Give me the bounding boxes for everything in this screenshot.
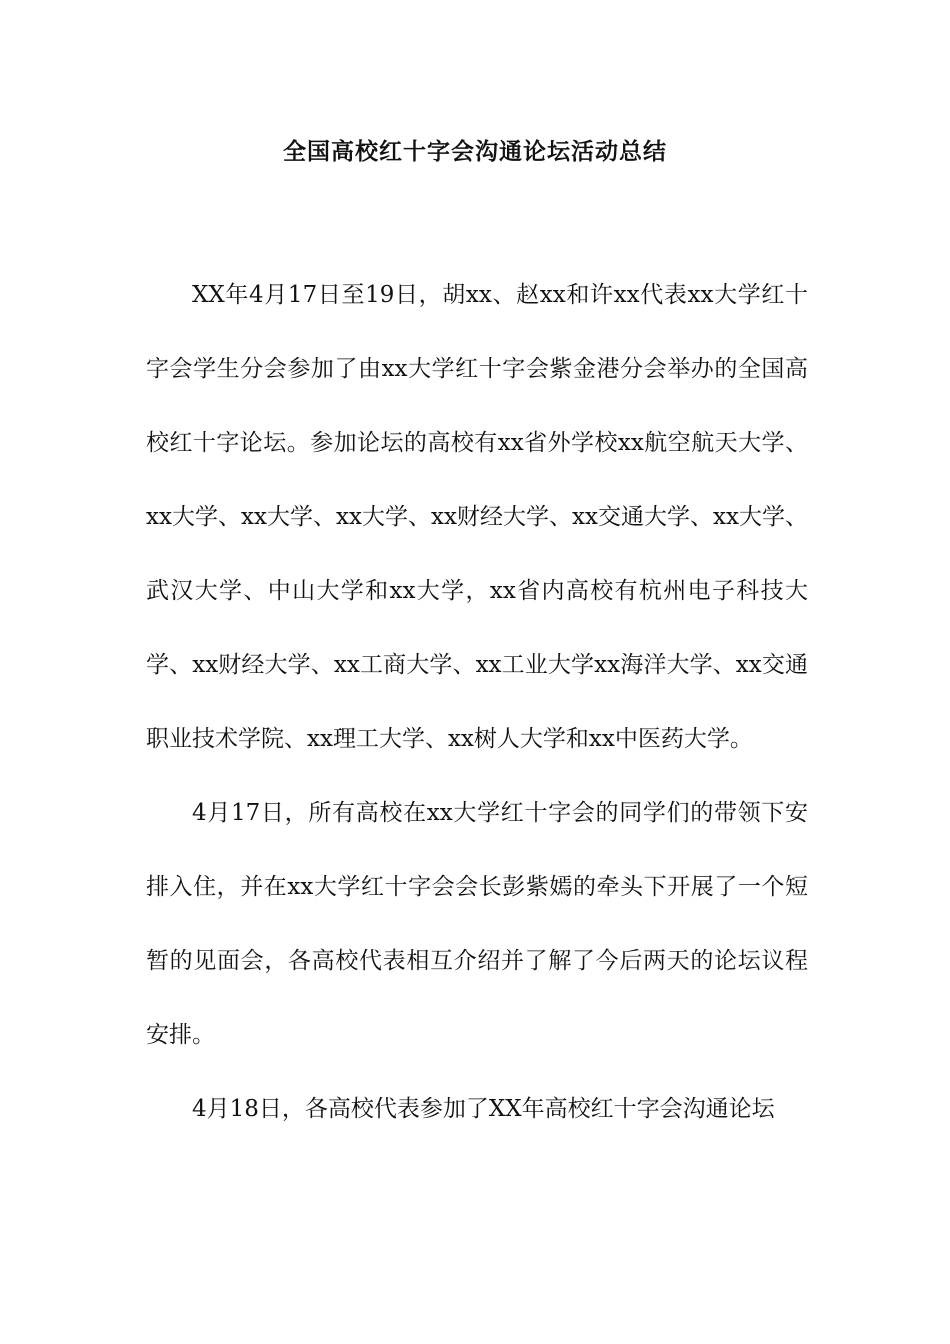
paragraph-1: XX年4月17日至19日，胡xx、赵xx和许xx代表xx大学红十字会学生分会参加了由xx大学红十字会紫金港分会举办的全国高校红十字论坛。参加论坛的高校有xx省外学校xx航空航天大学、xx大学、xx大学、xx大学、xx财经大学、xx交通大学、xx大学、武汉大学、中山大学和xx大学，xx省内高校有杭州电子科技大学、xx财经大学、xx工商大学、xx工业大学xx海洋大学、xx交通职业技术学院、xx理工大学、xx树人大学和xx中医药大学。 <box>146 282 808 752</box>
document-title: 全国高校红十字会沟通论坛活动总结 <box>283 139 667 165</box>
document-body <box>146 258 808 1146</box>
paragraph-3: 4月18日，各高校代表参加了XX年高校红十字会沟通论坛 <box>192 1096 775 1122</box>
paragraph-2: 4月17日，所有高校在xx大学红十字会的同学们的带领下安排入住，并在xx大学红十字会会长彭紫嫣的牵头下开展了一个短暂的见面会，各高校代表相互介绍并了解了今后两天的论坛议程安排。 <box>146 800 808 1048</box>
